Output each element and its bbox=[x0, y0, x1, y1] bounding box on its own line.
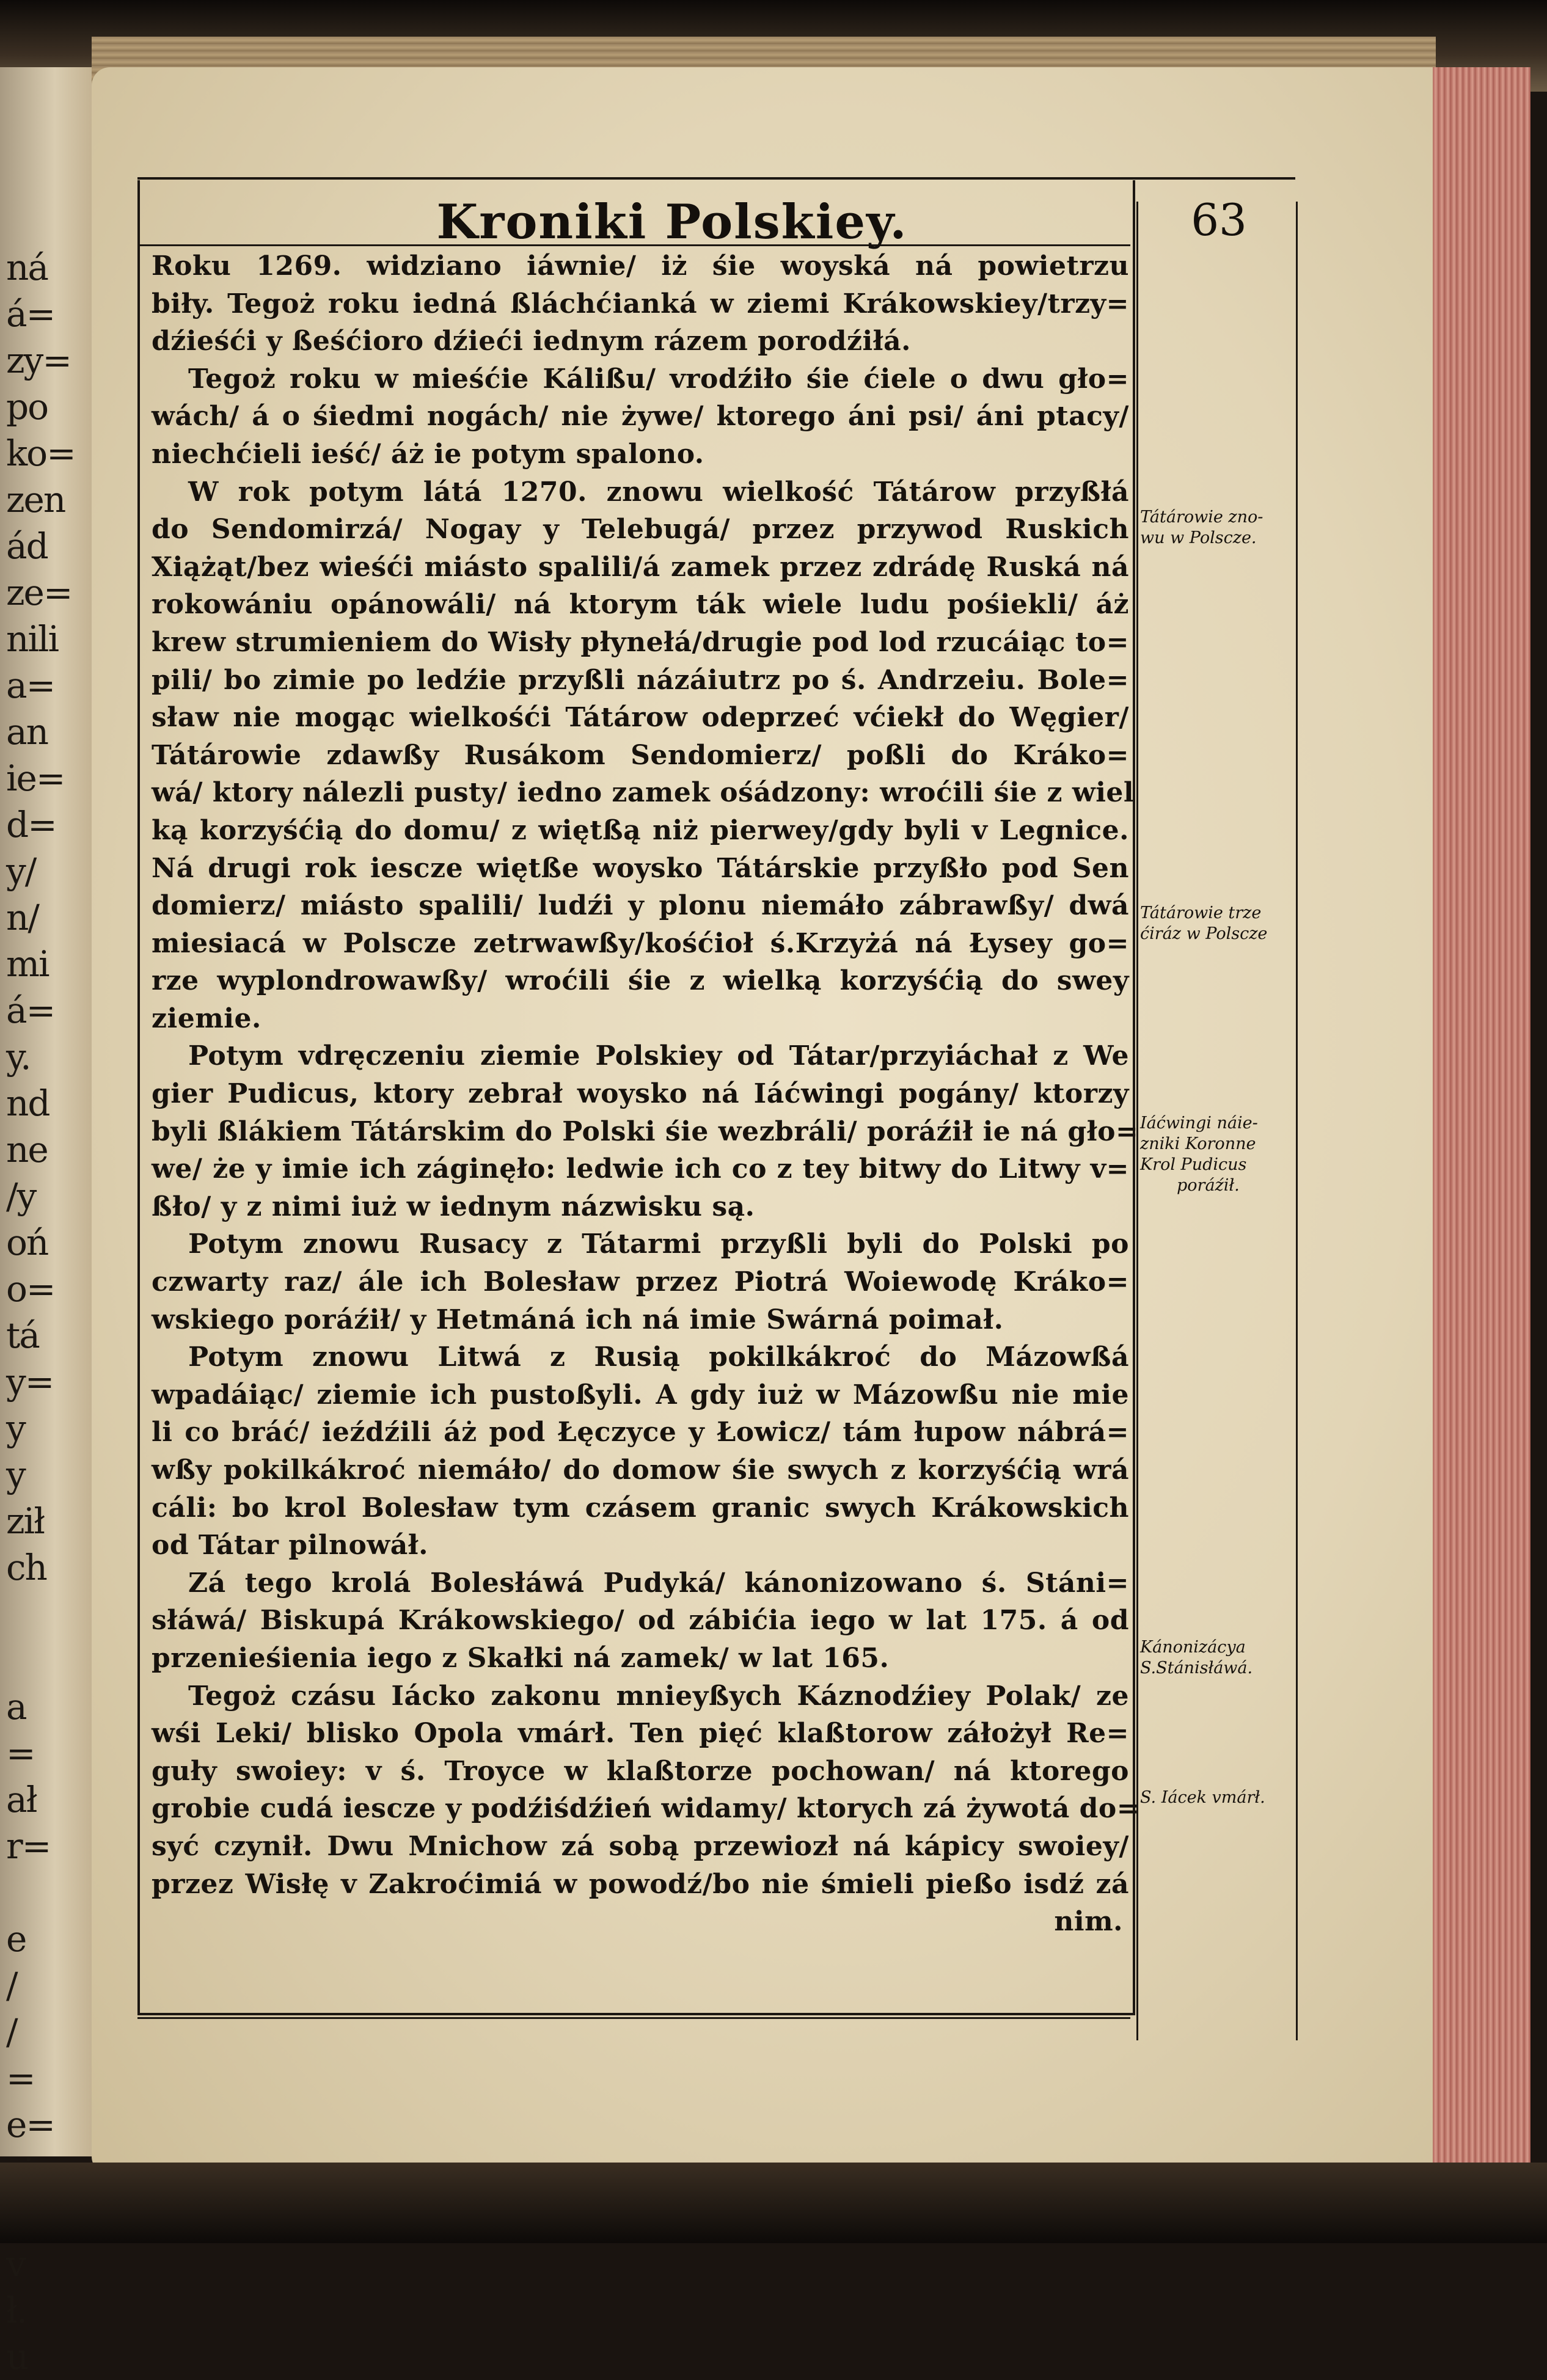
text-line: biły. Tegoż roku iedná ßláchćianká w ziemi Krákowskiey/trzy= bbox=[152, 288, 1129, 319]
text-line: ką korzyśćią do domu/ z więtßą niż pierwey/gdy byli v Legnice. bbox=[152, 814, 1129, 846]
text-line: przez Wisłę v Zakroćimiá w powodź/bo nie śmieli pießo isdź zá bbox=[152, 1868, 1129, 1900]
margin-note-line: S.Stánisłáwá. bbox=[1140, 1659, 1253, 1677]
left-page-fragment bbox=[0, 67, 92, 2378]
text-line: Potym vdręczeniu ziemie Polskiey od Tátar/przyiáchał z We bbox=[188, 1040, 1129, 1072]
margin-note-line: Tátárowie zno- bbox=[1140, 508, 1264, 527]
margin-note-line: poráźił. bbox=[1177, 1176, 1240, 1195]
fore-edge bbox=[1433, 67, 1531, 2175]
margin-note-line: ćiráz w Polscze bbox=[1140, 924, 1268, 943]
text-line: syć czynił. Dwu Mnichow zá sobą przewiozł ná kápicy swoiey/ bbox=[152, 1830, 1129, 1862]
text-line: przenieśienia iego z Skałki ná zamek/ w lat 165. bbox=[152, 1642, 890, 1674]
margin-note bbox=[1140, 1787, 1293, 1808]
text-line: rokowániu opánowáli/ ná ktorym ták wiele ludu pośiekli/ áż bbox=[152, 589, 1129, 621]
text-line: ziemie. bbox=[152, 1002, 261, 1034]
text-line: Tátárowie zdawßy Rusákom Sendomierz/ poßli do Kráko= bbox=[152, 739, 1129, 771]
book-bottom-shadow bbox=[0, 2163, 1547, 2243]
margin-note-line: Kánonizácya bbox=[1140, 1638, 1246, 1657]
text-line: wách/ á o śiedmi nogách/ nie żywe/ ktorego áni psi/ áni ptacy/ bbox=[152, 401, 1129, 433]
running-head: Kroniki Polskiey. bbox=[436, 194, 908, 250]
margin-note-line: wu w Polscze. bbox=[1140, 528, 1257, 547]
page-number: 63 bbox=[1191, 194, 1247, 246]
text-line: byli ßlákiem Tátárskim do Polski śie wezbráli/ poráźił ie ná gło= bbox=[152, 1115, 1139, 1147]
margin-note-line: Krol Pudicus bbox=[1140, 1155, 1247, 1174]
margin-note-line: Tátárowie trze bbox=[1140, 903, 1262, 922]
text-line: Xiążąt/bez wieśći miásto spalili/á zamek przez zdrádę Ruská ná bbox=[152, 551, 1129, 583]
text-line: Ná drugi rok iescze więtße woysko Tátárskie przyßło pod Sen bbox=[152, 852, 1129, 884]
text-line: Zá tego krolá Bolesłáwá Pudyká/ kánonizowano ś. Stáni= bbox=[188, 1567, 1129, 1599]
text-line: Tegoż roku w mieśćie Kálißu/ vrodźiło śie ćiele o dwu gło= bbox=[188, 363, 1129, 395]
margin-note-line: Iáćwingi náie- bbox=[1140, 1114, 1258, 1133]
text-line: wßy pokilkákroć niemáło/ do domow śie swych z korzyśćią wrá bbox=[152, 1455, 1129, 1486]
text-line: Potym znowu Rusacy z Tátarmi przyßli byli do Polski po bbox=[188, 1228, 1129, 1260]
body-text bbox=[152, 247, 1140, 1941]
text-line: sław nie mogąc wielkośći Tátárow odeprzeć vćiekł do Węgier/ bbox=[152, 702, 1129, 734]
text-line: do Sendomirzá/ Nogay y Telebugá/ przez przywod Ruskich bbox=[152, 514, 1129, 546]
text-line: rze wyplondrowawßy/ wroćili śie z wielką korzyśćią do swey bbox=[152, 965, 1129, 997]
text-line: wskiego poráźił/ y Hetmáná ich ná imie Swárná poimał. bbox=[152, 1304, 1004, 1335]
header-rule bbox=[137, 177, 1295, 180]
text-line: ßło/ y z nimi iuż w iednym názwisku są. bbox=[152, 1191, 755, 1222]
text-line: wpadáiąc/ ziemie ich pustoßyli. A gdy iuż w Mázowßu nie mie bbox=[152, 1379, 1129, 1411]
text-line: Potym znowu Litwá z Rusią pokilkákroć do Mázowßá bbox=[188, 1341, 1129, 1373]
text-line: grobie cudá iescze y podźiśdźień widamy/ ktorych zá żywotá do= bbox=[152, 1793, 1140, 1825]
text-line: wśi Leki/ blisko Opola vmárł. Ten pięć klaßtorow záłożył Re= bbox=[152, 1718, 1129, 1750]
margin-note-line: zniki Koronne bbox=[1140, 1134, 1256, 1153]
text-line: li co bráć/ ieźdźili áż pod Łęczyce y Łowicz/ tám łupow nábrá= bbox=[152, 1417, 1129, 1448]
text-line: dźieśći y ßeśćioro dźieći iednym rázem porodźiłá. bbox=[152, 326, 911, 357]
left-page-text: ná á= zy= po ko= zen ád ze= nili a= an ie= d= y/ n/ mi á= y. nd ne /y oń o= tá y= y y ził ch a = ał r= e / / = e= v ł. u bbox=[6, 247, 75, 2378]
margin-note bbox=[1140, 507, 1293, 549]
text-line: krew strumieniem do Wisły płynełá/drugie pod lod rzucáiąc to= bbox=[152, 626, 1129, 658]
text-line: miesiacá w Polscze zetrwawßy/kośćioł ś.Krzyżá ná Łysey go= bbox=[152, 927, 1129, 959]
margin-note bbox=[1140, 903, 1293, 944]
text-line: Tegoż czásu Iácko zakonu mnieyßych Káznodźiey Polak/ ze bbox=[188, 1680, 1129, 1712]
text-line: Roku 1269. widziano iáwnie/ iż śie woyská ná powietrzu bbox=[152, 250, 1129, 282]
text-line: cáli: bo krol Bolesław tym czásem granic swych Krákowskich bbox=[152, 1492, 1129, 1524]
text-line: gier Pudicus, ktory zebrał woysko ná Iáćwingi pogány/ ktorzy bbox=[152, 1078, 1129, 1110]
text-line: W rok potym látá 1270. znowu wielkość Tátárow przyßłá bbox=[188, 476, 1129, 508]
text-line: niechćieli ieść/ áż ie potym spalono. bbox=[152, 438, 704, 470]
margin-note bbox=[1140, 1637, 1293, 1679]
text-line: domierz/ miásto spalili/ ludźi y plonu niemáło zábrawßy/ dwá bbox=[152, 890, 1129, 922]
text-line: czwarty raz/ ále ich Bolesław przez Piotrá Woiewodę Kráko= bbox=[152, 1266, 1129, 1298]
text-line: od Tátar pilnowáł. bbox=[152, 1530, 428, 1561]
text-line: wá/ ktory nálezli pusty/ iedno zamek ośádzony: wroćili śie z wiel bbox=[152, 777, 1135, 809]
footer-rule bbox=[137, 2017, 1130, 2019]
text-line: we/ że y imie ich záginęło: ledwie ich co z tey bitwy do Litwy v= bbox=[152, 1153, 1129, 1185]
text-line: pili/ bo zimie po ledźie przyßli názáiutrz po ś. Andrzeiu. Bole= bbox=[152, 664, 1129, 696]
text-line: guły swoiey: v ś. Troyce w klaßtorze pochowan/ ná ktorego bbox=[152, 1755, 1129, 1787]
text-line: słáwá/ Biskupá Krákowskiego/ od zábićia iego w lat 175. á od bbox=[152, 1605, 1129, 1637]
margin-note-line: S. Iácek vmárł. bbox=[1140, 1788, 1265, 1807]
catchword: nim. bbox=[1054, 1906, 1123, 1938]
margin-note bbox=[1140, 1113, 1293, 1196]
